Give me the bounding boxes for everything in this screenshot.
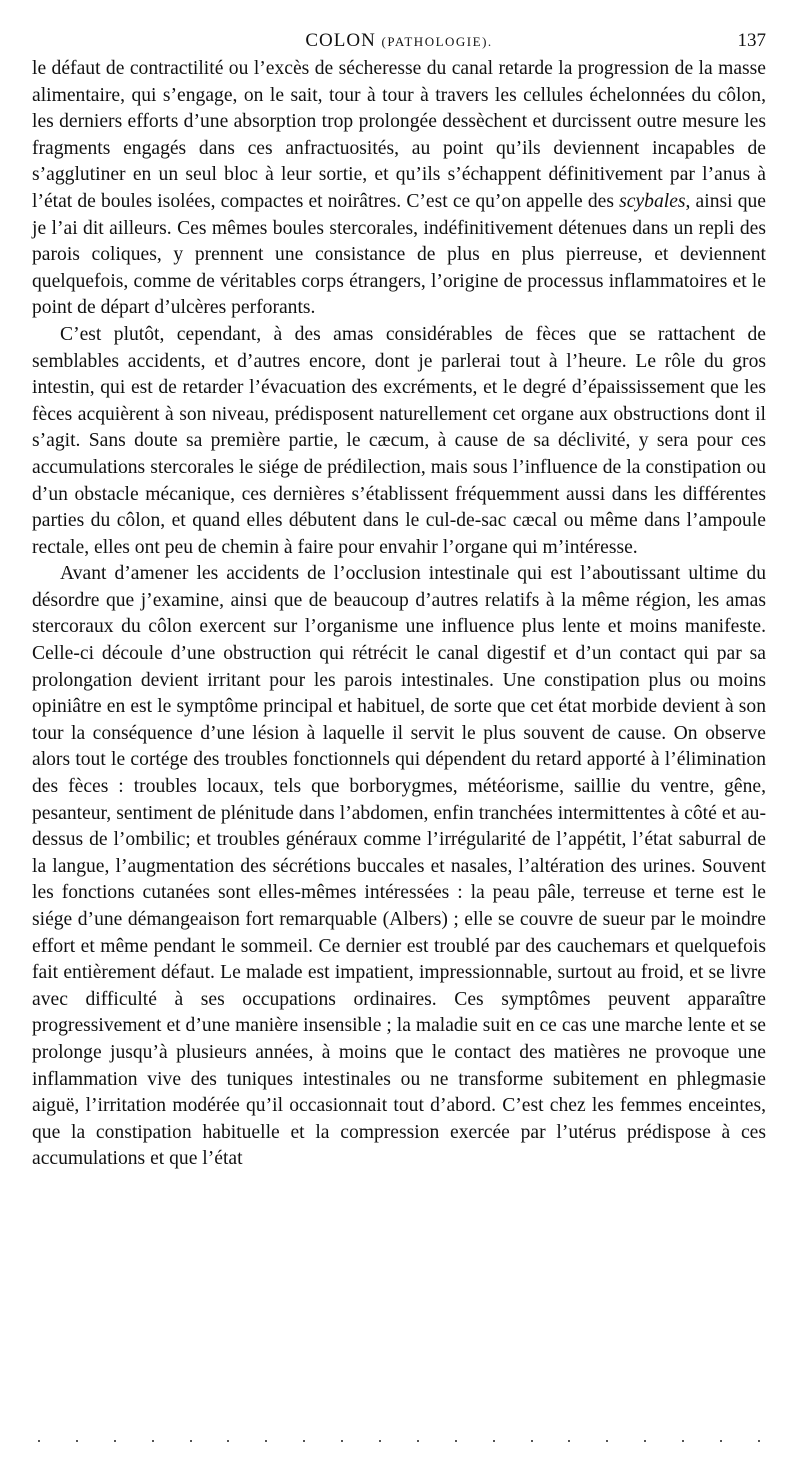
- header-title-line: [32, 30, 766, 52]
- paragraph-1: [32, 56, 766, 322]
- paragraph-1-emphasis: scybales: [619, 190, 686, 212]
- footer-print-specks: [32, 1440, 766, 1444]
- header-subtitle: (PATHOLOGIE).: [381, 34, 493, 49]
- paragraph-1-text-before: le défaut de contractilité ou l’excès de sécheresse du canal retarde la progression de la masse alimentaire, qui s’engage, on le sait, tour à tour à travers les cellules échelonnées du côlon, les derniers efforts d’une absorption trop prolongée dessèchent et durcissent outre mesure les fragments engagés dans ces anfractuosités, au point qu’ils deviennent incapables de s’agglutiner en un seul bloc à leur sortie, et qu’ils s’échappent définitivement par l’anus à l’état de boules isolées, compactes et noirâtres. C’est ce qu’on appelle des: [32, 58, 766, 212]
- document-page: [32, 0, 766, 1479]
- paragraph-3: Avant d’amener les accidents de l’occlusion intestinale qui est l’aboutissant ultime du désordre que j’examine, ainsi que de beaucoup d’autres relatifs à la même région, les amas stercoraux du côlon exercent sur l’organisme une influence plus lente et moins manifeste. Celle-ci découle d’une obstruction qui rétrécit le canal digestif et d’un contact qui par sa prolongation devient irritant pour les parois intestinales. Une constipation plus ou moins opiniâtre en est le symptôme principal et habituel, de sorte que cet état morbide devient à son tour la conséquence d’une lésion à laquelle il servit le plus souvent de cause. On observe alors tout le cortége des troubles fonctionnels qui dépendent du retard apporté à l’élimination des fèces : troubles locaux, tels que borborygmes, météorisme, saillie du ventre, gêne, pesanteur, sentiment de plénitude dans l’abdomen, enfin tranchées intermittentes à côté et au-dessus de l’ombilic; et troubles généraux comme l’irrégularité de l’appétit, l’état saburral de la langue, l’augmentation des sécrétions buccales et nasales, l’altération des urines. Souvent les fonctions cutanées sont elles-mêmes intéressées : la peau pâle, terreuse et terne est le siége d’une démangeaison fort remarquable (Albers) ; elle se couvre de sueur par le moindre effort et même pendant le sommeil. Ce dernier est troublé par des cauchemars et quelquefois fait entièrement défaut. Le malade est impatient, impressionnable, surtout au froid, et se livre avec difficulté à ses occupations ordinaires. Ces symptômes peuvent apparaître progressivement et d’une manière insensible ; la maladie suit en ce cas une marche lente et se prolonge jusqu’à plusieurs années, à moins que le contact des matières ne provoque une inflammation vive des tuniques intestinales ou ne transforme subitement en phlegmasie aiguë, l’irritation modérée qu’il occasionnait tout d’abord. C’est chez les femmes enceintes, que la constipation habituelle et la compression exercée par l’utérus prédispose à ces accumulations et que l’état: [32, 563, 766, 1170]
- paragraph-2: C’est plutôt, cependant, à des amas considérables de fèces que se rattachent de semblables accidents, et d’autres encore, dont je parlerai tout à l’heure. Le rôle du gros intestin, qui est de retarder l’évacuation des excréments, et le degré d’épaississement que les fèces acquièrent à son niveau, prédisposent naturellement cet organe aux obstructions dont il s’agit. Sans doute sa première partie, le cæcum, à cause de sa déclivité, y sera pour ces accumulations stercorales le siége de prédilection, mais sous l’influence de la constipation ou d’un obstacle mécanique, ces dernières s’établissent fréquemment aussi dans les différentes parties du côlon, et quand elles débutent dans le cul-de-sac cæcal ou même dans l’ampoule rectale, elles ont peu de chemin à faire pour envahir l’organe qui m’intéresse.: [32, 323, 766, 558]
- body-text: [32, 56, 766, 1173]
- running-header: [32, 0, 766, 56]
- page-number: 137: [737, 30, 766, 51]
- paragraph-1-text-after: , ainsi que je l’ai dit ailleurs. Ces mêmes boules stercorales, indéfinitivement détenues dans un repli des parois coliques, y prennent une consistance de plus en plus pierreuse, et deviennent quelquefois, comme de véritables corps étrangers, l’origine de processus inflammatoires et le point de départ d’ulcères perforants.: [32, 190, 766, 319]
- header-title: COLON: [305, 30, 376, 51]
